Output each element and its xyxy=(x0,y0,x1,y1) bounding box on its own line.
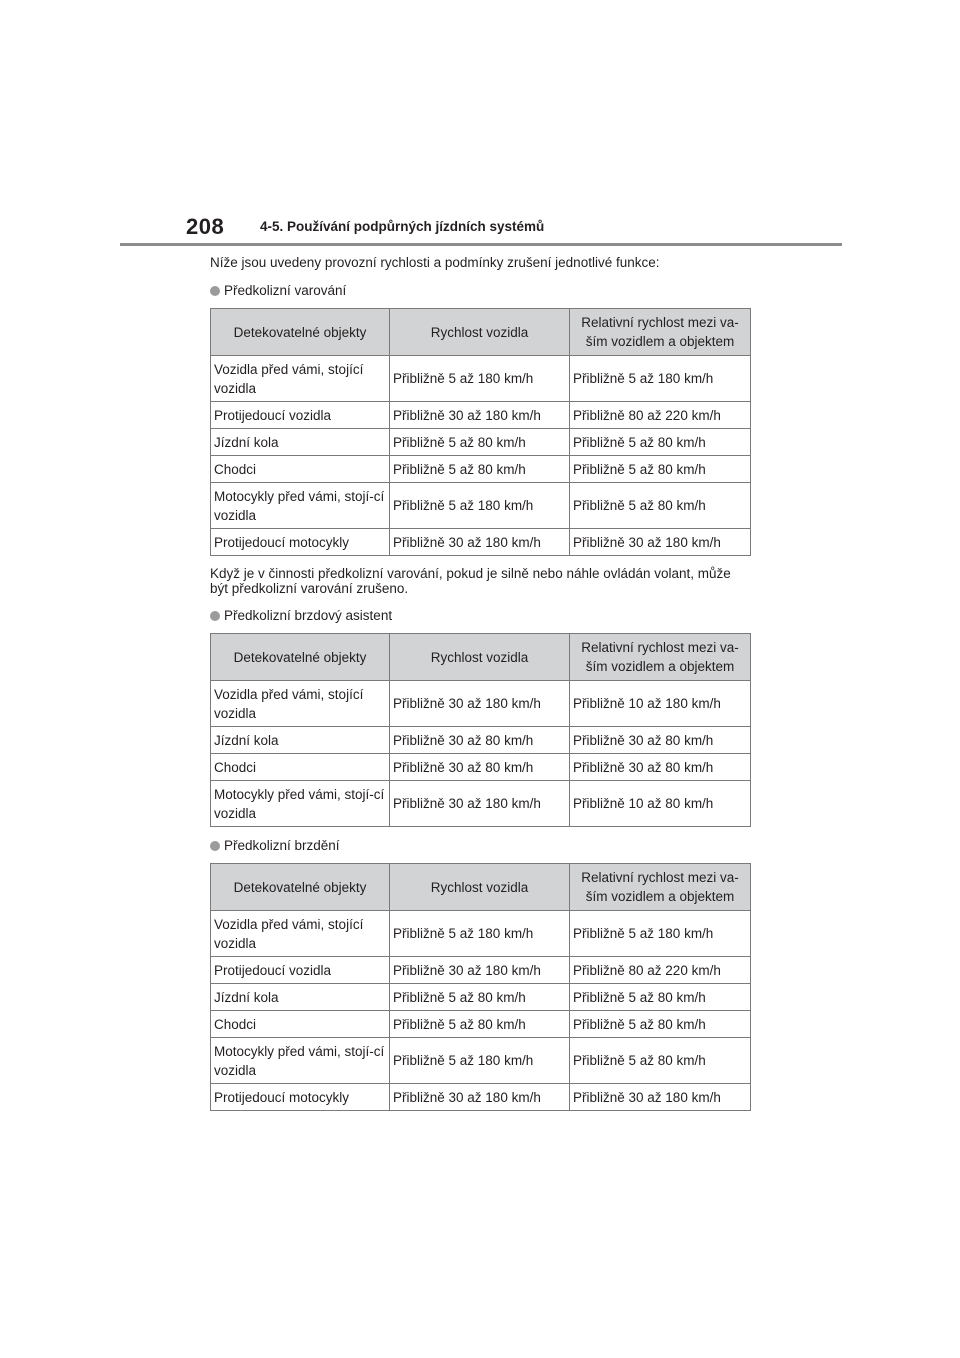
table-cell: Přibližně 30 až 80 km/h xyxy=(570,754,751,781)
table-cell: Přibližně 10 až 80 km/h xyxy=(570,781,751,827)
table-cell: Chodci xyxy=(211,1011,390,1038)
table-row xyxy=(211,781,751,827)
section-heading-label: Předkolizní brzdový asistent xyxy=(224,608,393,623)
table-row xyxy=(211,429,751,456)
table-cell: Protijedoucí vozidla xyxy=(211,957,390,984)
table-cell: Přibližně 5 až 180 km/h xyxy=(390,911,570,957)
section-heading xyxy=(210,607,750,624)
table-cell: Přibližně 80 až 220 km/h xyxy=(570,402,751,429)
table-cell: Vozidla před vámi, stojící vozidla xyxy=(211,356,390,402)
table-cell: Přibližně 30 až 180 km/h xyxy=(570,1084,751,1111)
table-cell: Přibližně 30 až 180 km/h xyxy=(390,402,570,429)
column-header: Rychlost vozidla xyxy=(390,309,570,356)
table-row xyxy=(211,483,751,529)
table-cell: Přibližně 5 až 180 km/h xyxy=(390,356,570,402)
table-cell: Chodci xyxy=(211,754,390,781)
page-number: 208 xyxy=(186,214,225,239)
page-content xyxy=(210,254,750,1121)
table-cell: Vozidla před vámi, stojící vozidla xyxy=(211,911,390,957)
table-cell: Přibližně 5 až 180 km/h xyxy=(390,483,570,529)
table-header-row xyxy=(211,309,751,356)
spec-table xyxy=(210,863,751,1111)
table-cell: Přibližně 5 až 80 km/h xyxy=(570,429,751,456)
intro-text: Níže jsou uvedeny provozní rychlosti a podmínky zrušení jednotlivé funkce: xyxy=(210,255,660,270)
table-cell: Motocykly před vámi, stojí-cí vozidla xyxy=(211,1038,390,1084)
bullet-icon xyxy=(210,611,220,621)
table-cell: Jízdní kola xyxy=(211,984,390,1011)
section-title: 4-5. Používání podpůrných jízdních systémů xyxy=(260,219,545,234)
table-cell: Protijedoucí motocykly xyxy=(211,529,390,556)
column-header: Relativní rychlost mezi va-ším vozidlem a objektem xyxy=(570,309,751,356)
table-cell: Přibližně 30 až 180 km/h xyxy=(390,957,570,984)
table-row xyxy=(211,356,751,402)
table-row xyxy=(211,984,751,1011)
table-row xyxy=(211,456,751,483)
table-row xyxy=(211,529,751,556)
table-cell: Protijedoucí motocykly xyxy=(211,1084,390,1111)
table-cell: Přibližně 5 až 80 km/h xyxy=(570,456,751,483)
section-heading xyxy=(210,282,750,299)
table-cell: Přibližně 5 až 80 km/h xyxy=(390,984,570,1011)
table-row xyxy=(211,957,751,984)
table-row xyxy=(211,911,751,957)
table-cell: Přibližně 80 až 220 km/h xyxy=(570,957,751,984)
table-row xyxy=(211,681,751,727)
table-cell: Přibližně 10 až 180 km/h xyxy=(570,681,751,727)
table-cell: Přibližně 30 až 180 km/h xyxy=(390,1084,570,1111)
table-cell: Motocykly před vámi, stojí-cí vozidla xyxy=(211,781,390,827)
table-row xyxy=(211,727,751,754)
table-cell: Přibližně 5 až 80 km/h xyxy=(390,456,570,483)
spec-table xyxy=(210,633,751,827)
bullet-icon xyxy=(210,841,220,851)
column-header: Relativní rychlost mezi va-ším vozidlem a objektem xyxy=(570,864,751,911)
table-cell: Přibližně 30 až 180 km/h xyxy=(390,781,570,827)
page-header xyxy=(120,210,842,246)
table-cell: Přibližně 30 až 180 km/h xyxy=(570,529,751,556)
section-heading xyxy=(210,837,750,854)
table-cell: Přibližně 5 až 80 km/h xyxy=(570,984,751,1011)
table-cell: Přibližně 5 až 80 km/h xyxy=(390,429,570,456)
column-header: Rychlost vozidla xyxy=(390,864,570,911)
table-cell: Přibližně 30 až 180 km/h xyxy=(390,529,570,556)
table-row xyxy=(211,754,751,781)
table-cell: Přibližně 30 až 80 km/h xyxy=(570,727,751,754)
table-cell: Přibližně 5 až 80 km/h xyxy=(570,1038,751,1084)
column-header: Detekovatelné objekty xyxy=(211,864,390,911)
table-row xyxy=(211,1011,751,1038)
table-row xyxy=(211,1084,751,1111)
spec-table xyxy=(210,308,751,556)
section-heading-label: Předkolizní brzdění xyxy=(224,838,340,853)
column-header: Detekovatelné objekty xyxy=(211,634,390,681)
table-header-row xyxy=(211,634,751,681)
table-cell: Jízdní kola xyxy=(211,727,390,754)
column-header: Relativní rychlost mezi va-ším vozidlem a objektem xyxy=(570,634,751,681)
table-cell: Chodci xyxy=(211,456,390,483)
table-cell: Přibližně 30 až 80 km/h xyxy=(390,754,570,781)
table-cell: Přibližně 5 až 180 km/h xyxy=(570,356,751,402)
table-cell: Vozidla před vámi, stojící vozidla xyxy=(211,681,390,727)
table-cell: Jízdní kola xyxy=(211,429,390,456)
table-cell: Motocykly před vámi, stojí-cí vozidla xyxy=(211,483,390,529)
table-cell: Přibližně 30 až 180 km/h xyxy=(390,681,570,727)
column-header: Rychlost vozidla xyxy=(390,634,570,681)
note-text: Když je v činnosti předkolizní varování, pokud je silně nebo náhle ovládán volant, může být předkolizní varování zrušeno. xyxy=(210,566,731,596)
table-header-row xyxy=(211,864,751,911)
table-cell: Přibližně 5 až 180 km/h xyxy=(390,1038,570,1084)
table-cell: Přibližně 30 až 80 km/h xyxy=(390,727,570,754)
table-cell: Přibližně 5 až 80 km/h xyxy=(390,1011,570,1038)
header-rule xyxy=(120,243,842,246)
table-cell: Přibližně 5 až 80 km/h xyxy=(570,483,751,529)
table-row xyxy=(211,1038,751,1084)
column-header: Detekovatelné objekty xyxy=(211,309,390,356)
table-cell: Protijedoucí vozidla xyxy=(211,402,390,429)
bullet-icon xyxy=(210,286,220,296)
section-heading-label: Předkolizní varování xyxy=(224,283,347,298)
table-cell: Přibližně 5 až 80 km/h xyxy=(570,1011,751,1038)
table-cell: Přibližně 5 až 180 km/h xyxy=(570,911,751,957)
table-row xyxy=(211,402,751,429)
